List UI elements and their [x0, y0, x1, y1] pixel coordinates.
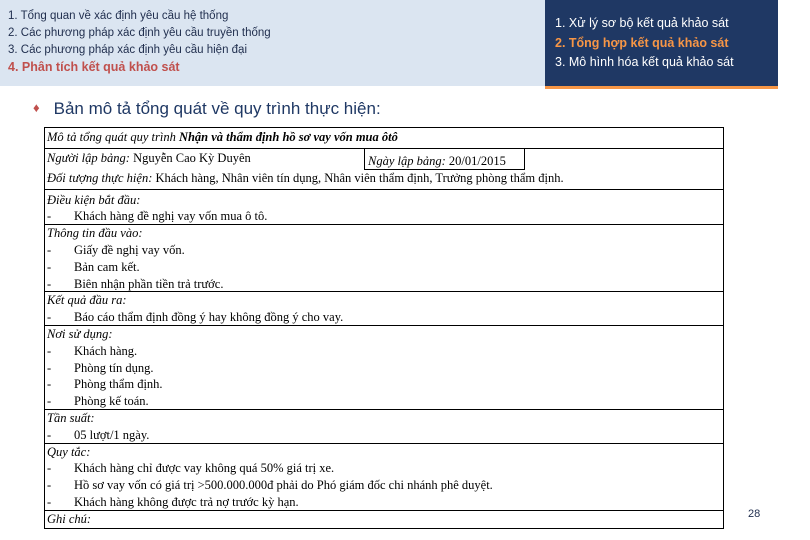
outline-item-4-current: 4. Phân tích kết quả khảo sát — [8, 60, 180, 74]
list-item: - Khách hàng đề nghị vay vốn mua ô tô. — [47, 209, 268, 223]
list-item: - Báo cáo thẩm định đồng ý hay không đồng ý cho vay. — [47, 310, 344, 324]
title-value: Nhận và thẩm định hồ sơ vay vốn mua ôtô — [178, 130, 398, 144]
author-label: Người lập bảng: — [47, 151, 130, 165]
actors-value: Khách hàng, Nhân viên tín dụng, Nhân viên thẩm định, Trưởng phòng thẩm định. — [155, 171, 564, 185]
actors-label: Đối tượng thực hiện: — [47, 171, 153, 185]
diamond-bullet-icon: ♦ — [33, 100, 40, 115]
author-cell — [47, 150, 251, 166]
list-item: - Phòng thẩm định. — [47, 377, 163, 391]
list-item: - 05 lượt/1 ngày. — [47, 428, 150, 442]
start-label: Điều kiện bắt đầu: — [47, 193, 141, 207]
freq-label: Tần suất: — [47, 411, 95, 425]
date-label: Ngày lập bảng: — [368, 154, 446, 168]
output-label: Kết quả đầu ra: — [47, 293, 127, 307]
author-value: Nguyễn Cao Kỳ Duyên — [133, 151, 251, 165]
header-subsection-panel — [545, 0, 778, 86]
outline-item-1: 1. Tổng quan về xác định yêu cầu hệ thống — [8, 10, 229, 22]
date-cell — [368, 153, 506, 169]
list-item: - Hồ sơ vay vốn có giá trị >500.000.000đ phải do Phó giám đốc chi nhánh phê duyệt. — [47, 478, 493, 492]
list-item: - Phòng tín dụng. — [47, 361, 154, 375]
outline-item-3: 3. Các phương pháp xác định yêu cầu hiện đại — [8, 44, 248, 56]
list-item: - Khách hàng. — [47, 344, 138, 358]
title-cell — [47, 129, 398, 145]
process-description-table — [44, 127, 724, 529]
header-outline-panel — [0, 0, 545, 86]
input-label: Thông tin đầu vào: — [47, 226, 143, 240]
outline-item-2: 2. Các phương pháp xác định yêu cầu truyền thống — [8, 27, 271, 39]
list-item: - Khách hàng không được trả nợ trước kỳ hạn. — [47, 495, 299, 509]
list-item: - Bản cam kết. — [47, 260, 140, 274]
subtitle-text: Bản mô tả tổng quát về quy trình thực hiện: — [53, 99, 381, 118]
date-value: 20/01/2015 — [448, 154, 506, 168]
notes-label: Ghi chú: — [47, 512, 92, 526]
list-item: - Phòng kế toán. — [47, 394, 149, 408]
subsection-item-2-current: 2. Tổng hợp kết quả khảo sát — [555, 36, 729, 50]
list-item: - Biên nhận phần tiền trả trước. — [47, 277, 224, 291]
list-item: - Khách hàng chỉ được vay không quá 50% giá trị xe. — [47, 461, 335, 475]
actors-cell — [47, 170, 564, 186]
list-item: - Giấy đề nghị vay vốn. — [47, 243, 185, 257]
page-number: 28 — [748, 508, 761, 520]
rules-label: Quy tắc: — [47, 445, 91, 459]
usage-label: Nơi sử dụng: — [47, 327, 113, 341]
header-accent-bar — [545, 86, 778, 89]
slide-subtitle — [33, 99, 381, 119]
title-label: Mô tả tổng quát quy trình — [47, 130, 176, 144]
subsection-item-1: 1. Xử lý sơ bộ kết quả khảo sát — [555, 16, 729, 30]
subsection-item-3: 3. Mô hình hóa kết quả khảo sát — [555, 55, 734, 69]
